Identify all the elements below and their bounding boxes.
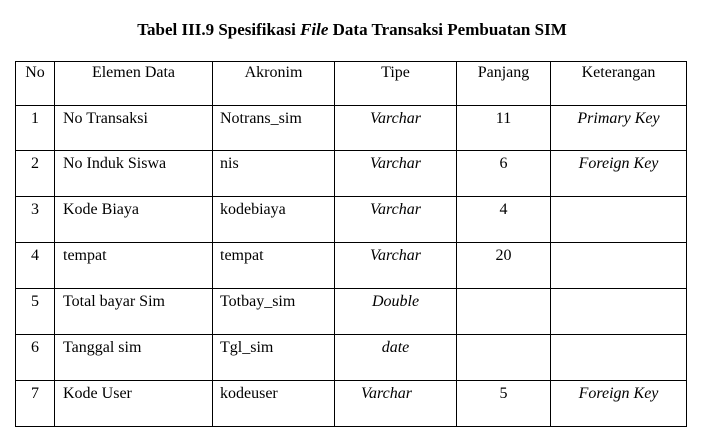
cell-no [16,243,55,289]
cell-tipe-text: Varchar [370,201,421,218]
cell-keterangan [551,197,687,243]
cell-elemen-text: tempat [63,247,107,264]
cell-no [16,151,55,197]
cell-panjang [457,289,551,335]
cell-keterangan [551,243,687,289]
cell-elemen-text: No Induk Siswa [63,155,167,172]
cell-tipe-text: Varchar [370,110,421,127]
table-row [16,243,687,289]
cell-akronim-text: nis [220,155,239,172]
cell-elemen-text: Kode User [63,385,132,402]
table-row [16,335,687,381]
header-tipe: Tipe [335,62,457,106]
cell-tipe [335,381,457,427]
caption-suffix: Data Transaksi Pembuatan SIM [328,20,567,39]
cell-panjang-text: 6 [499,155,508,172]
cell-akronim [213,106,335,151]
table-row [16,381,687,427]
cell-no [16,106,55,151]
cell-elemen-text: Tanggal sim [63,339,142,356]
cell-elemen [55,151,213,197]
cell-no-text: 4 [31,247,39,264]
header-panjang: Panjang [457,62,551,106]
table-caption [0,18,704,42]
cell-elemen [55,381,213,427]
cell-elemen-text: Kode Biaya [63,201,139,218]
cell-elemen [55,335,213,381]
cell-keterangan-text: Foreign Key [578,385,659,402]
cell-akronim [213,151,335,197]
cell-akronim-text: Notrans_sim [220,110,302,127]
cell-tipe [335,289,457,335]
cell-tipe-text: Double [371,293,420,310]
cell-no [16,289,55,335]
cell-panjang-text: 20 [495,247,512,264]
cell-panjang [457,335,551,381]
table-row [16,197,687,243]
cell-akronim-text: Totbay_sim [220,293,296,310]
cell-tipe-text: Varchar [370,155,421,172]
cell-elemen [55,243,213,289]
cell-tipe [335,106,457,151]
cell-panjang [457,151,551,197]
cell-akronim [213,243,335,289]
caption-prefix: Tabel III.9 Spesifikasi [137,20,301,39]
table-row [16,289,687,335]
cell-panjang-text: 4 [499,201,508,218]
cell-tipe [335,335,457,381]
cell-keterangan [551,106,687,151]
cell-no-text: 7 [31,385,39,402]
cell-panjang [457,197,551,243]
cell-panjang-text: 5 [499,385,508,402]
table-row [16,151,687,197]
header-elemen-data: Elemen Data [55,62,213,106]
cell-no-text: 5 [31,293,39,310]
cell-elemen [55,289,213,335]
cell-no-text: 2 [31,155,39,172]
table-row [16,106,687,151]
cell-akronim [213,335,335,381]
cell-akronim [213,289,335,335]
cell-elemen [55,106,213,151]
cell-no-text: 6 [31,339,39,356]
cell-elemen [55,197,213,243]
cell-no-text: 3 [31,201,39,218]
cell-keterangan [551,381,687,427]
header-no: No [16,62,55,106]
cell-akronim [213,197,335,243]
cell-tipe-text: date [381,339,410,356]
cell-elemen-text: No Transaksi [63,110,148,127]
header-keterangan: Keterangan [551,62,687,106]
cell-akronim-text: Tgl_sim [220,339,274,356]
cell-tipe [335,197,457,243]
cell-no-text: 1 [31,110,39,127]
cell-panjang [457,243,551,289]
cell-no [16,381,55,427]
cell-no [16,197,55,243]
cell-keterangan [551,335,687,381]
cell-keterangan [551,289,687,335]
cell-no [16,335,55,381]
cell-keterangan-text: Foreign Key [578,155,659,172]
header-akronim: Akronim [213,62,335,106]
cell-akronim-text: tempat [220,247,264,264]
cell-akronim [213,381,335,427]
caption-emphasis: File [300,20,329,39]
cell-panjang [457,106,551,151]
cell-akronim-text: kodebiaya [220,201,286,218]
cell-panjang [457,381,551,427]
header-row [16,62,687,106]
cell-tipe [335,151,457,197]
cell-keterangan-text: Primary Key [577,110,660,127]
cell-tipe-text: Varchar [370,247,421,264]
cell-akronim-text: kodeuser [220,385,278,402]
cell-panjang-text: 11 [495,110,512,127]
cell-keterangan [551,151,687,197]
cell-tipe [335,243,457,289]
spec-table [15,61,687,427]
cell-tipe-text: Varchar [361,385,412,402]
cell-elemen-text: Total bayar Sim [63,293,165,310]
